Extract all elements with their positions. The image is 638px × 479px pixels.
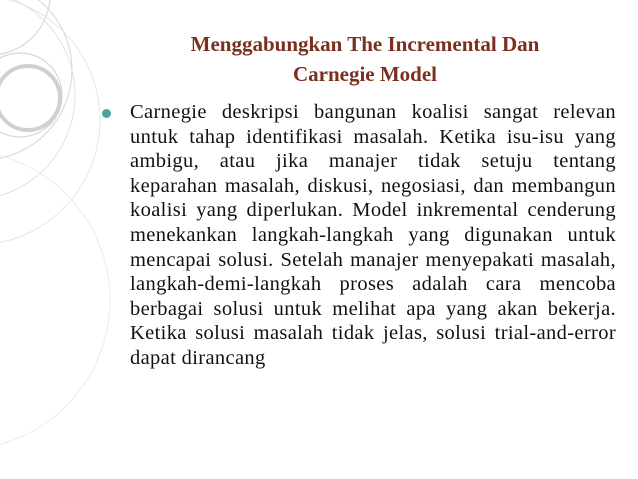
bullet-dot-icon [102,109,111,118]
title-line-1: Menggabungkan The Incremental Dan [190,32,540,56]
bullet-list [102,100,616,371]
title-line-2: Carnegie Model [292,62,438,86]
bullet-item [102,100,616,371]
slide-title [130,29,600,89]
bullet-text: Carnegie deskripsi bangunan koalisi sangat relevan untuk tahap identifikasi masalah. Ketika isu-isu yang ambigu, atau jika manajer tidak setuju tentang keparahan masalah, diskusi, negosiasi, dan membangun koalisi yang diperlukan. Model inkremental cenderung menekankan langkah-langkah yang digunakan untuk mencapai solusi. Setelah manajer menyepakati masalah, langkah-demi-langkah proses adalah cara mencoba berbagai solusi untuk melihat apa yang akan bekerja. Ketika solusi masalah tidak jelas, solusi trial-and-error dapat dirancang [130,101,616,369]
